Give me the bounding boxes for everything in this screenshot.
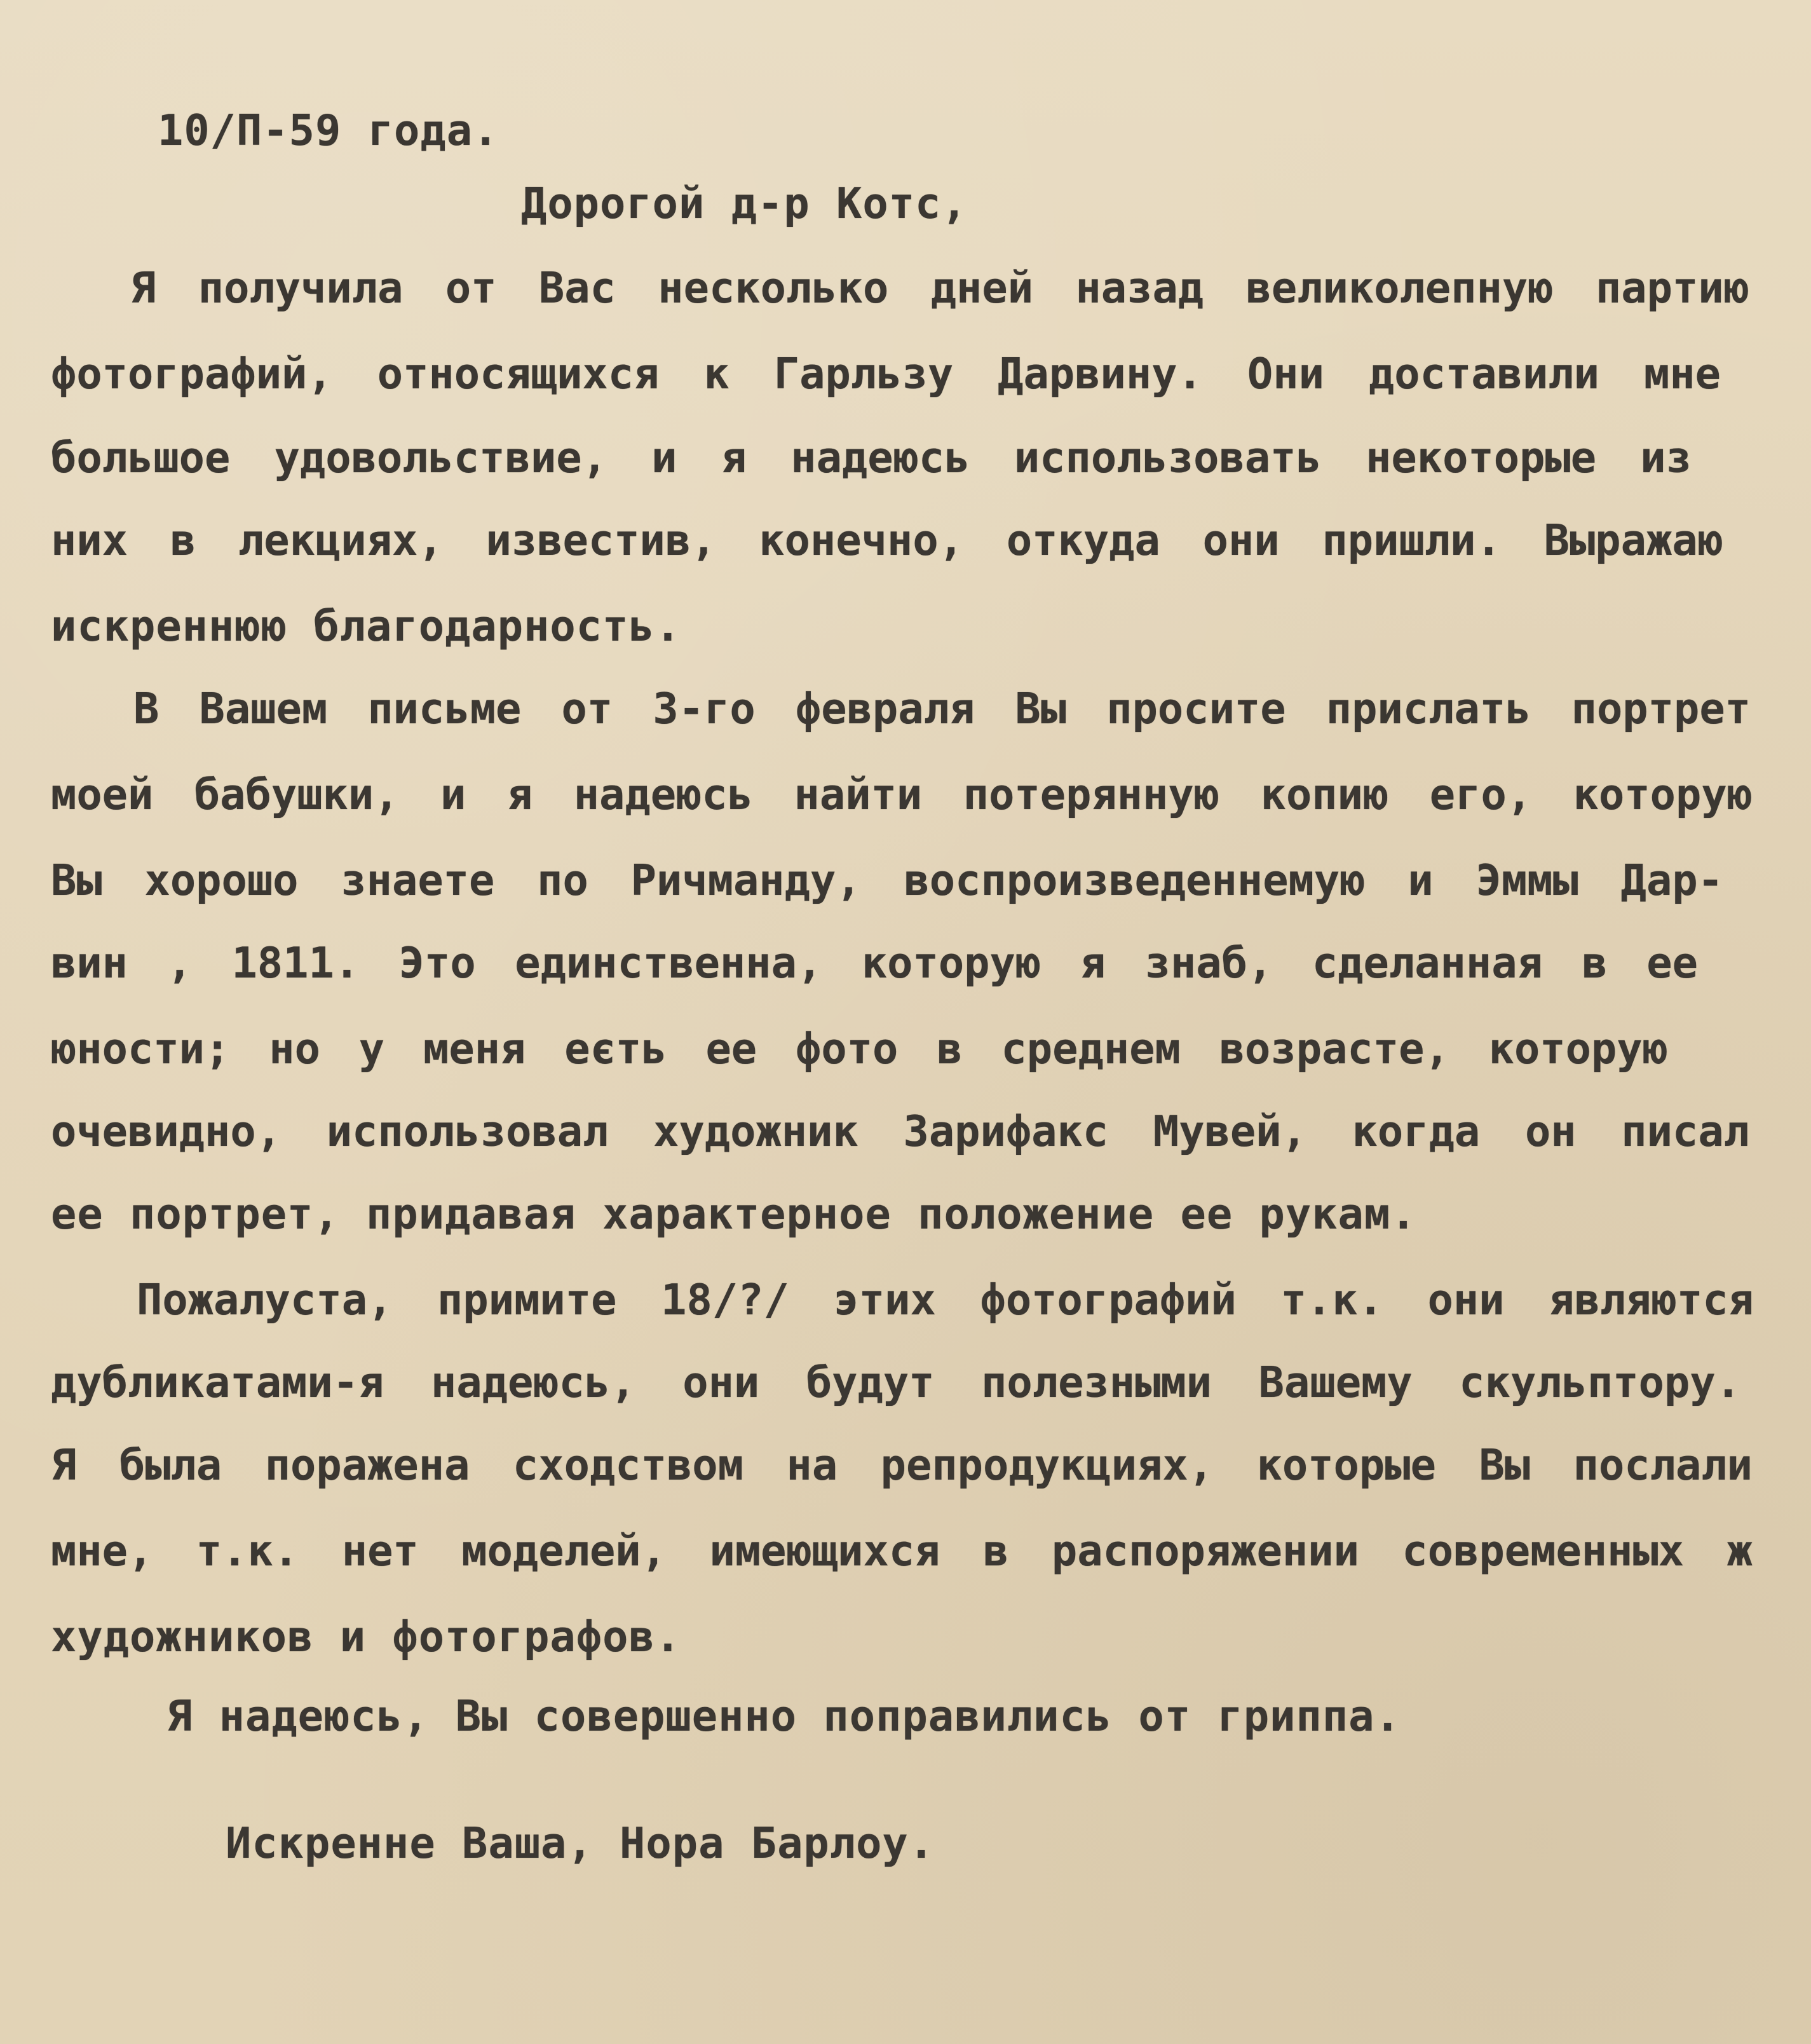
paragraph-1-line: Я получила от Вас несколько дней назад великолепную партию [130, 263, 1749, 313]
paragraph-3-line: дубликатами-я надеюсь, они будут полезными Вашему скульптору. [51, 1358, 1741, 1407]
paragraph-1-line: искреннюю благодарность. [51, 601, 682, 651]
paragraph-3-line: мне, т.к. нет моделей, имеющихся в распоряжении современных ж [51, 1526, 1753, 1576]
paragraph-2-line: очевидно, использовал художник Зарифакс Мувей, когда он писал [51, 1107, 1749, 1156]
paragraph-2-line: юности; но у меня еєть ее фото в среднем возрасте, которую [51, 1024, 1668, 1073]
letter-closing: Искренне Ваша, Нора Барлоу. [226, 1818, 935, 1868]
paragraph-3-line: художников и фотографов. [51, 1612, 682, 1661]
letter-salutation: Дорогой д-р Котс, [521, 179, 968, 228]
paragraph-1-line: большое удовольствие, и я надеюсь использовать некоторые из [51, 433, 1692, 482]
paragraph-3-line: Пожалуста, примите 18/?/ этих фотографий т.к. они являются [137, 1275, 1754, 1325]
paragraph-2-line: моей бабушки, и я надеюсь найти потерянную копию его, которую [51, 770, 1753, 819]
paragraph-2-line: ее портрет, придавая характерное положение ее рукам. [51, 1189, 1417, 1239]
paragraph-2-line: Вы хорошо знаете по Ричманду, воспроизведеннемую и Эммы Дар- [51, 855, 1723, 905]
paragraph-4-line: Я надеюсь, Вы совершенно поправились от гриппа. [166, 1691, 1401, 1741]
paragraph-1-line: них в лекциях, известив, конечно, откуда они пришли. Выражаю [51, 515, 1723, 565]
paragraph-2-line: В Вашем письме от 3-го февраля Вы просите прислать портрет [133, 684, 1751, 733]
paragraph-2-line: вин , 1811. Это единственна, которую я знаб, сделанная в ее [51, 938, 1698, 988]
paragraph-1-line: фотографий, относящихся к Гарльзу Дарвину. Они доставили мне [51, 349, 1721, 399]
paragraph-3-line: Я была поражена сходством на репродукциях, которые Вы послали [51, 1440, 1753, 1490]
letter-date: 10/П-59 года. [158, 106, 499, 155]
